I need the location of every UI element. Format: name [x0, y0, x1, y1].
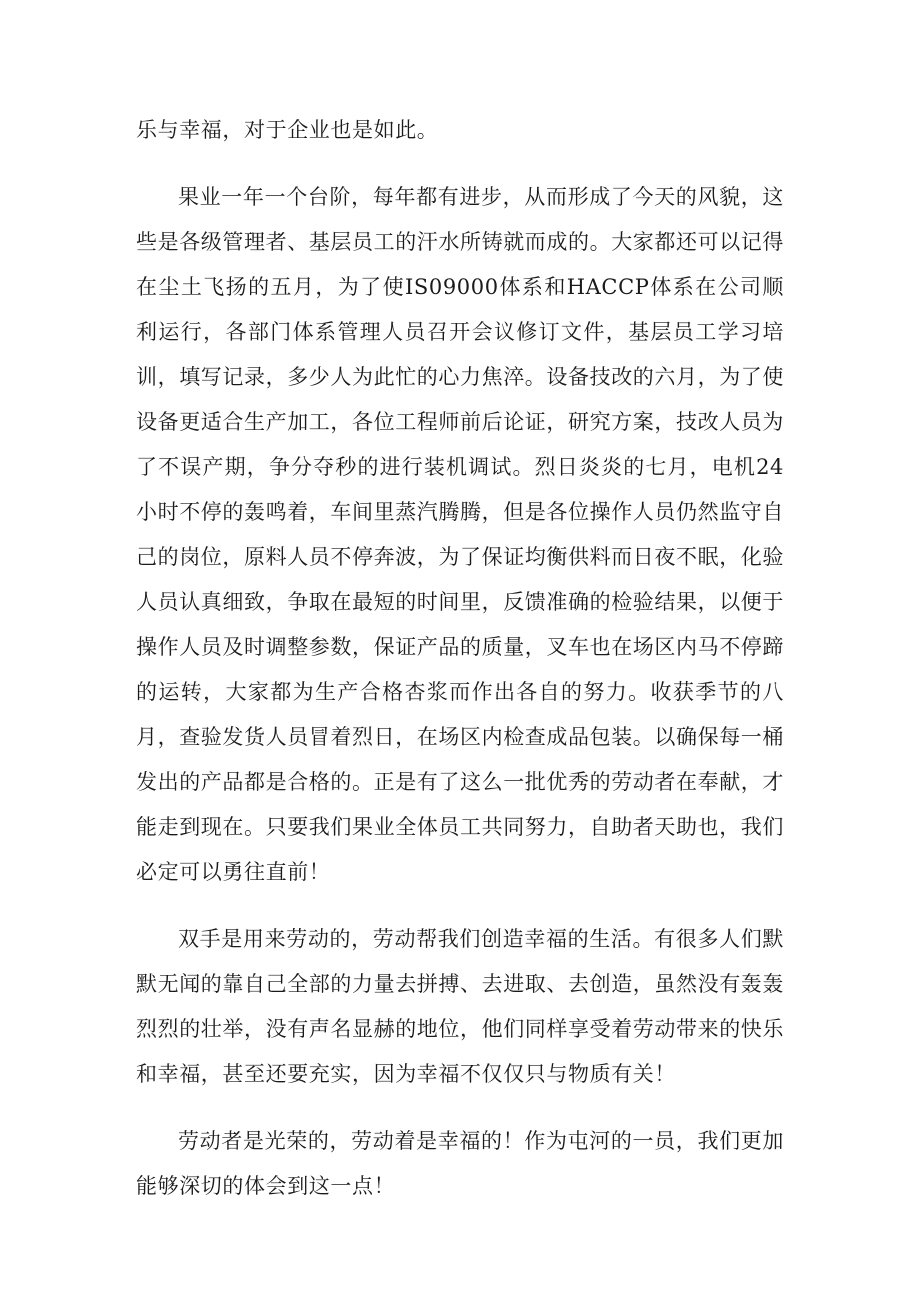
paragraph-fruit-industry-progress: 果业一年一个台阶，每年都有进步，从而形成了今天的风貌，这些是各级管理者、基层员工的汗水所铸就而成的。大家都还可以记得在尘土飞扬的五月，为了使IS09000体系和HACCP体系在公司顺利运行，各部门体系管理人员召开会议修订文件，基层员工学习培训，填写记录，多少人为此忙的心力焦淬。设备技改的六月，为了使设备更适合生产加工，各位工程师前后论证，研究方案，技改人员为了不误产期，争分夺秒的进行装机调试。烈日炎炎的七月，电机24小时不停的轰鸣着，车间里蒸汽腾腾，但是各位操作人员仍然监守自己的岗位，原料人员不停奔波，为了保证均衡供料而日夜不眠，化验人员认真细致，争取在最短的时间里，反馈准确的检验结果，以便于操作人员及时调整参数，保证产品的质量，叉车也在场区内马不停蹄的运转，大家都为生产合格杏浆而作出各自的努力。收获季节的八月，查验发货人员冒着烈日，在场区内检查成品包装。以确保每一桶发出的产品都是合格的。正是有了这么一批优秀的劳动者在奉献，才能走到现在。只要我们果业全体员工共同努力，自助者天助也，我们必定可以勇往直前！	[136, 185, 784, 884]
paragraph-labor-creates-happiness: 双手是用来劳动的，劳动帮我们创造幸福的生活。有很多人们默默无闻的靠自己全部的力量去拼搏、去进取、去创造，虽然没有轰轰烈烈的壮举，没有声名显赫的地位，他们同样享受着劳动带来的快乐和幸福，甚至还要充实，因为幸福不仅仅只与物质有关！	[136, 927, 784, 1086]
paragraph-continuation: 乐与幸福，对于企业也是如此。	[136, 118, 439, 142]
document-body	[136, 108, 784, 1209]
paragraph-laborers-glorious: 劳动者是光荣的，劳动着是幸福的！作为屯河的一员，我们更加能够深切的体会到这一点！	[136, 1129, 784, 1198]
